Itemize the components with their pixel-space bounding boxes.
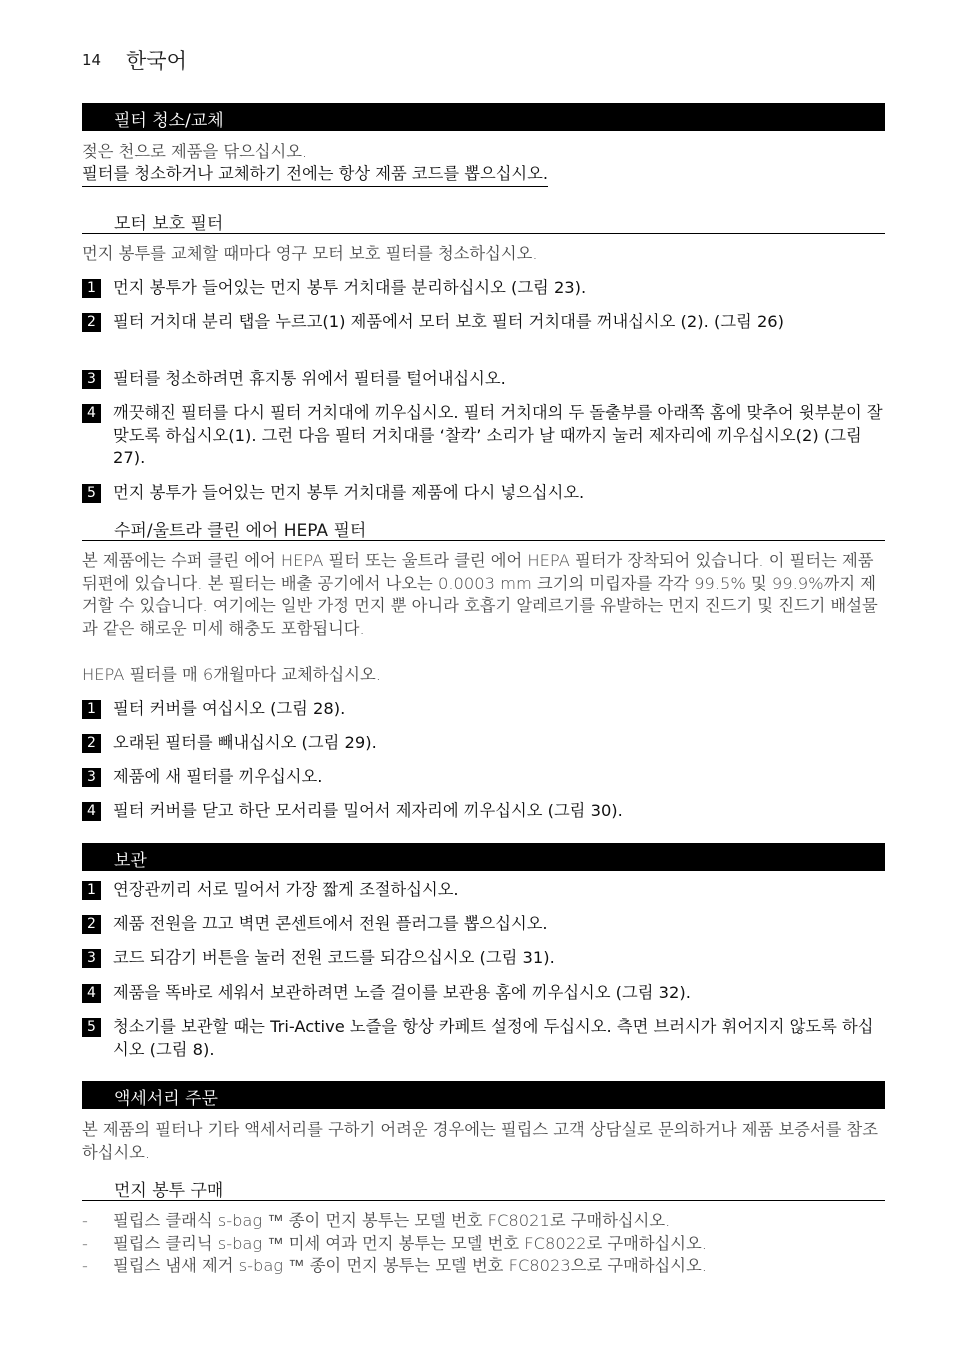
step-text: 청소기를 보관할 때는 Tri-Active 노즐을 항상 카페트 설정에 두십시오. 측면 브러시가 휘어지지 않도록 하십시오 (그림 8).	[113, 1017, 874, 1059]
section-title: 필터 청소/교체	[114, 111, 224, 131]
list-item-text: 필립스 클리닉 s-bag ™ 미세 여과 먼지 봉투는 모델 번호 FC8022로 구매하십시오.	[113, 1234, 707, 1253]
paragraph-filter-intro: 젖은 천으로 제품을 닦으십시오.	[82, 142, 308, 161]
step-number: 4	[82, 802, 101, 821]
step-text: 먼지 봉투가 들어있는 먼지 봉투 거치대를 분리하십시오 (그림 23).	[113, 278, 587, 297]
subheading-hepa-filter	[82, 514, 885, 541]
list-item-text: 필립스 냄새 제거 s-bag ™ 종이 먼지 봉투는 모델 번호 FC8023으로 구매하십시오.	[113, 1256, 707, 1275]
step-number: 4	[82, 404, 101, 423]
step-text: 오래된 필터를 빼내십시오 (그림 29).	[113, 733, 377, 752]
warning-text: 필터를 청소하거나 교체하기 전에는 항상 제품 코드를 뽑으십시오.	[82, 163, 548, 187]
subheading-dust-bags	[82, 1174, 885, 1201]
step-text: 먼지 봉투가 들어있는 먼지 봉투 거치대를 제품에 다시 넣으십시오.	[113, 483, 585, 502]
step-number: 3	[82, 949, 101, 968]
step-text: 필터 커버를 닫고 하단 모서리를 밀어서 제자리에 끼우십시오 (그림 30).	[113, 801, 623, 820]
step-number: 3	[82, 370, 101, 389]
step-text: 깨끗해진 필터를 다시 필터 거치대에 끼우십시오. 필터 거치대의 두 돌출부를 아래쪽 홈에 맞추어 윗부분이 잘 맞도록 하십시오(1). 그런 다음 필터 거치대를 ‘찰칵’ 소리가 날 때까지 눌러 제자리에 끼우십시오(2) (그림 27).	[113, 403, 883, 467]
step-text: 필터를 청소하려면 휴지통 위에서 필터를 털어내십시오.	[113, 369, 506, 388]
step-text: 제품 전원을 끄고 벽면 콘센트에서 전원 플러그를 뽑으십시오.	[113, 914, 548, 933]
paragraph-hepa-replace: HEPA 필터를 매 6개월마다 교체하십시오.	[82, 665, 381, 684]
section-heading-storage	[82, 843, 885, 871]
list-item-text: 필립스 클래식 s-bag ™ 종이 먼지 봉투는 모델 번호 FC8021로 구매하십시오.	[113, 1211, 671, 1230]
step-item	[82, 766, 888, 789]
step-item	[82, 800, 888, 823]
bullet-dash: -	[82, 1256, 88, 1275]
page-number: 14	[82, 51, 102, 69]
section-heading-filter	[82, 103, 885, 131]
bullet-dash: -	[82, 1211, 88, 1230]
step-number: 1	[82, 279, 101, 298]
step-item	[82, 368, 888, 391]
step-number: 1	[82, 700, 101, 719]
step-item	[82, 913, 888, 936]
step-item	[82, 879, 888, 902]
list-item	[82, 1255, 888, 1277]
subheading-title: 모터 보호 필터	[114, 214, 224, 234]
section-heading-accessories	[82, 1081, 885, 1109]
page-language: 한국어	[126, 49, 187, 73]
paragraph-accessories: 본 제품의 필터나 기타 액세서리를 구하기 어려운 경우에는 필립스 고객 상담실로 문의하거나 제품 보증서를 참조하십시오.	[82, 1120, 878, 1162]
step-number: 2	[82, 313, 101, 332]
step-item	[82, 982, 888, 1005]
bullet-dash: -	[82, 1234, 88, 1253]
step-number: 2	[82, 915, 101, 934]
section-title: 액세서리 주문	[114, 1089, 218, 1109]
step-number: 1	[82, 881, 101, 900]
step-text: 필터 거치대 분리 탭을 누르고(1) 제품에서 모터 보호 필터 거치대를 꺼내십시오 (2). (그림 26)	[113, 312, 785, 331]
step-number: 5	[82, 484, 101, 503]
step-number: 3	[82, 768, 101, 787]
step-number: 4	[82, 984, 101, 1003]
list-item	[82, 1233, 888, 1255]
step-item	[82, 402, 888, 470]
step-number: 2	[82, 734, 101, 753]
step-text: 제품을 똑바로 세워서 보관하려면 노즐 걸이를 보관용 홈에 끼우십시오 (그림 32).	[113, 983, 691, 1002]
step-item	[82, 732, 888, 755]
step-text: 코드 되감기 버튼을 눌러 전원 코드를 되감으십시오 (그림 31).	[113, 948, 555, 967]
step-item	[82, 698, 888, 721]
step-item	[82, 947, 888, 970]
list-item	[82, 1210, 888, 1232]
step-item	[82, 482, 888, 505]
step-number: 5	[82, 1018, 101, 1037]
step-text: 연장관끼리 서로 밀어서 가장 짧게 조절하십시오.	[113, 880, 459, 899]
subheading-title: 먼지 봉투 구매	[114, 1181, 224, 1201]
section-title: 보관	[114, 851, 147, 871]
paragraph-hepa-intro: 본 제품에는 수퍼 클린 에어 HEPA 필터 또는 울트라 클린 에어 HEPA 필터가 장착되어 있습니다. 이 필터는 제품 뒤편에 있습니다. 본 필터는 배출 공기에서 나오는 0.0003 mm 크기의 미립자를 각각 99.5% 및 99.9%까지 제거할 수 있습니다. 여기에는 일반 가정 먼지 뿐 아니라 호흡기 알레르기를 유발하는 먼지 진드기 및 진드기 배설물과 같은 해로운 미세 해충도 포함됩니다.	[82, 551, 878, 638]
subheading-title: 수퍼/울트라 클린 에어 HEPA 필터	[114, 521, 367, 541]
step-item	[82, 311, 888, 334]
step-item	[82, 1016, 888, 1061]
step-item	[82, 277, 888, 300]
paragraph-motor-intro: 먼지 봉투를 교체할 때마다 영구 모터 보호 필터를 청소하십시오.	[82, 244, 538, 263]
subheading-motor-filter	[82, 207, 885, 234]
step-text: 필터 커버를 여십시오 (그림 28).	[113, 699, 346, 718]
step-text: 제품에 새 필터를 끼우십시오.	[113, 767, 323, 786]
